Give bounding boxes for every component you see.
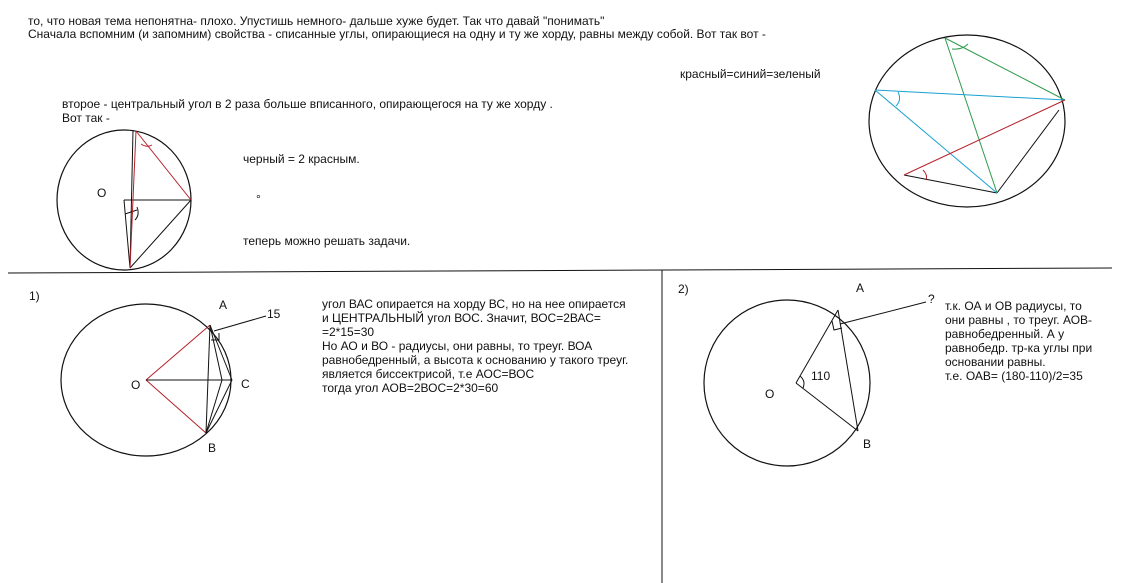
problem2-solution-line: т.к. ОА и ОВ радиусы, то: [945, 299, 1082, 313]
second-property-text: второе - центральный угол в 2 раза больше вписанного, опирающегося на ту же хорду .: [62, 97, 553, 111]
chord-black-left: [904, 175, 997, 193]
problem1-solution-line: равнобедренный, а высота к основанию у такого треуг.: [322, 353, 629, 367]
line-ab: [206, 325, 210, 433]
black-angle-arc: [135, 207, 138, 220]
label-a: A: [856, 281, 865, 295]
red-ob: [146, 380, 206, 433]
label-o: O: [131, 378, 141, 392]
pointer-15: [214, 316, 266, 331]
horizontal-divider: [8, 268, 1112, 273]
black-equals-text: черный = 2 красным.: [243, 152, 360, 166]
problem1-solution-line: угол ВАС опирается на хорду ВС, но на нее опирается: [322, 297, 626, 311]
inscribed-angles-diagram: [869, 35, 1065, 207]
intro-line-2: Сначала вспомним (и запомним) свойства - списанные углы, опирающиеся на одну и ту же хорду, равны между собой. Вот так вот -: [28, 27, 766, 41]
label-15: 15: [267, 307, 281, 321]
label-c: C: [241, 377, 250, 391]
line-a-mid: [210, 325, 222, 380]
chord-black-right: [997, 110, 1059, 193]
pointer-question: [840, 302, 926, 324]
intro-line-1: то, что новая тема непонятна- плохо. Упустишь немного- дальше хуже будет. Так что давай "понимать": [28, 14, 605, 28]
chord-black: [130, 200, 191, 268]
circle-top-right: [869, 35, 1065, 207]
problem2-solution-line: т.е. ОАВ= (180-110)/2=35: [945, 369, 1083, 383]
central-angle-diagram: [57, 130, 191, 270]
problem2-solution-line: они равны , то треуг. АОВ-: [945, 313, 1093, 327]
line-ob: [796, 383, 858, 431]
problem1-diagram: [61, 298, 281, 456]
blue-angle-arc: [896, 92, 900, 106]
problem1-solution-line: тогда угол АОВ=2ВОС=2*30=60: [322, 381, 499, 395]
red-oa: [146, 325, 210, 380]
problem1-solution-line: является биссектрисой, т.е АОС=ВОС: [322, 367, 535, 381]
problem2-diagram: [704, 281, 935, 466]
label-question: ?: [928, 292, 935, 306]
like-this-text: Вот так -: [62, 111, 110, 125]
degree-dot: °: [256, 192, 261, 206]
black-radius-2: [124, 200, 130, 268]
problem1-solution-line: =2*15=30: [322, 325, 375, 339]
problem2-solution-line: равнобедр. тр-ка углы при: [945, 341, 1093, 355]
label-b: B: [863, 437, 872, 451]
label-o: O: [765, 387, 775, 401]
problem1-number: 1): [29, 289, 40, 303]
problem1-solution-line: и ЦЕНТРАЛЬНЫЙ угол ВОС. Значит, ВОС=2ВАС=: [322, 311, 601, 325]
label-110: 110: [811, 369, 831, 383]
circle-problem2: [704, 300, 870, 466]
now-solve-text: теперь можно решать задачи.: [243, 234, 411, 248]
line-ac: [210, 325, 232, 380]
colors-equal-text: красный=синий=зеленый: [680, 67, 821, 81]
problem2-solution-line: равнобедренный. А у: [945, 327, 1065, 341]
line-bc: [206, 380, 232, 433]
problem2-number: 2): [678, 282, 689, 296]
problem2-solution-line: основании равны.: [945, 355, 1046, 369]
label-a: A: [219, 298, 228, 312]
red-line-1: [904, 100, 1065, 175]
label-b: B: [208, 441, 217, 455]
problem1-solution-line: Но АО и ВО - радиусы, они равны, то треуг. ВОА: [322, 339, 593, 353]
blue-line-1: [875, 90, 1065, 100]
label-o: O: [97, 186, 107, 200]
